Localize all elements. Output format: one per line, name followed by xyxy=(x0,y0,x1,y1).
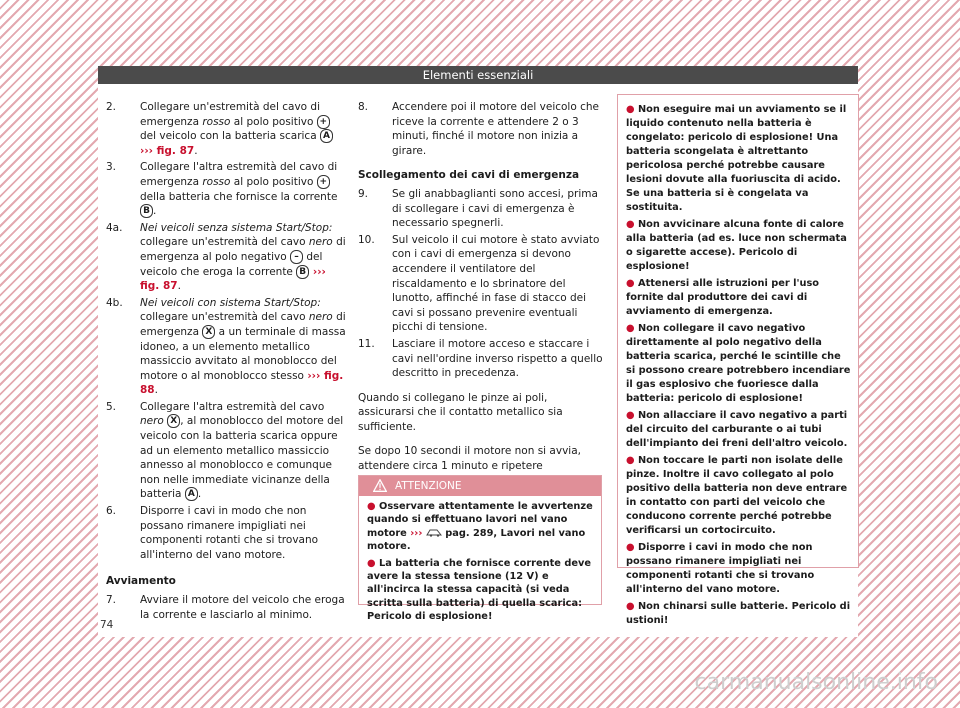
step-number: 9. xyxy=(358,187,369,200)
safety-bullet xyxy=(626,454,851,538)
step-number: 6. xyxy=(106,505,117,518)
step-text-italic: nero xyxy=(308,236,333,249)
safety-text: Non toccare le parti non isolate delle pinze. Inoltre il cavo collegato al polo positivo della batteria non deve entrare in contatto con parti del veicolo che conducono corrente perché potrebbe verificarsi un cortocircuito. xyxy=(626,455,848,536)
minus-badge: – xyxy=(290,250,303,264)
step-text: Sul veicolo il cui motore è stato avviato con i cavi di emergenza si devono accendere il ventilatore del riscaldamento e lo sbrinatore del lunotto, affinché in fase di stacco dei cavi si possano prevenire eventuali picchi di tensione. xyxy=(392,233,600,334)
safety-note-list xyxy=(618,95,858,628)
label-b-badge: B xyxy=(296,265,309,279)
warning-bullet xyxy=(367,557,593,624)
step-text: collegare un'estremità del cavo xyxy=(140,236,309,249)
paragraph-retry: Se dopo 10 secondi il motore non si avvia, attendere circa 1 minuto e ripetere xyxy=(358,445,581,473)
step-3 xyxy=(106,160,346,218)
bullet-dot: ● xyxy=(626,410,635,421)
step-text: del veicolo che eroga la corrente xyxy=(140,250,323,278)
step-text: . xyxy=(197,488,202,501)
step-11 xyxy=(358,337,604,381)
label-x-badge: X xyxy=(167,414,180,428)
safety-bullet xyxy=(626,600,851,628)
step-text-italic: Nei veicoli senza sistema Start/Stop: xyxy=(140,221,333,234)
safety-text: Non collegare il cavo negativo direttamente al polo negativo della batteria scarica, perché le scintille che si possono creare potrebbero incendiare il gas esplosivo che fuoriesce dalla batteria: pericolo di esplosione! xyxy=(626,323,851,404)
step-10 xyxy=(358,233,604,335)
paragraph-contact: Quando si collegano le pinze ai poli, assicurarsi che il contatto metallico sia sufficiente. xyxy=(358,391,563,433)
step-4b xyxy=(106,296,346,398)
step-text: di emergenza xyxy=(140,311,346,338)
step-text: . xyxy=(194,144,198,157)
step-number: 5. xyxy=(106,400,117,413)
step-text: al polo positivo xyxy=(230,175,317,188)
safety-bullet xyxy=(626,409,851,451)
step-4a xyxy=(106,221,346,294)
safety-bullet xyxy=(626,322,851,406)
bullet-dot: ● xyxy=(626,542,635,553)
page-header xyxy=(98,66,858,84)
safety-text: Disporre i cavi in modo che non possano rimanere impigliati nei componenti rotanti che si trovano all'interno del vano motore. xyxy=(626,542,815,595)
step-text: Disporre i cavi in modo che non possano rimanere impigliati nei componenti rotanti che si trovano all'interno del vano motore. xyxy=(140,505,319,561)
bullet-dot: ● xyxy=(626,104,635,115)
figure-link[interactable]: ››› fig. 87 xyxy=(140,144,195,157)
bullet-dot: ● xyxy=(626,601,635,612)
step-text: a un terminale di massa idoneo, a un elemento metallico massiccio avvitato al monoblocco del motore o al monoblocco stesso xyxy=(140,325,346,382)
step-number: 4b. xyxy=(106,296,123,309)
step-number: 3. xyxy=(106,161,117,174)
step-number: 4a. xyxy=(106,221,123,234)
warning-box xyxy=(358,475,602,623)
page-number: 74 xyxy=(100,619,114,631)
warning-triangle-icon xyxy=(373,479,387,492)
label-b-badge: B xyxy=(140,204,153,218)
warning-header xyxy=(359,476,601,496)
safety-text: Non chinarsi sulle batterie. Pericolo di ustioni! xyxy=(626,601,851,626)
bullet-dot: ● xyxy=(626,219,635,230)
safety-bullet xyxy=(626,103,851,215)
bullet-dot: ● xyxy=(626,455,635,466)
bullet-dot: ● xyxy=(626,323,635,334)
step-text: della batteria che fornisce la corrente xyxy=(140,190,338,203)
step-8 xyxy=(358,100,604,158)
safety-text: Non eseguire mai un avviamento se il liquido contenuto nella batteria è congelato: pericolo di esplosione! Una batteria scongelata è altrettanto pericolosa perché potrebbe causare lesioni dovute alla fuoriuscita di acido. Se una batteria si è congelata va sostituita. xyxy=(626,104,847,213)
step-9 xyxy=(358,187,604,231)
warning-list xyxy=(359,496,601,624)
figure-link[interactable]: ››› fig. 87 xyxy=(140,265,326,293)
warning-text: Osservare attentamente le avvertenze quando si effettuano lavori nel vano motore xyxy=(367,501,593,539)
label-x-badge: X xyxy=(202,325,215,339)
step-text-italic: nero xyxy=(308,311,333,324)
warning-title: ATTENZIONE xyxy=(395,480,462,492)
step-text-italic: nero xyxy=(140,415,164,428)
step-text: Lasciare il motore acceso e staccare i cavi nell'ordine inverso rispetto a quello descritto in precedenza. xyxy=(392,337,603,380)
step-text: . xyxy=(153,205,157,218)
figure-link[interactable]: ››› fig. 88 xyxy=(140,369,344,397)
step-number: 8. xyxy=(358,101,369,113)
warning-bullet xyxy=(367,500,593,554)
step-text: del veicolo con la batteria scarica xyxy=(140,130,320,143)
safety-bullet xyxy=(626,277,851,319)
safety-text: Attenersi alle istruzioni per l'uso fornite dal produttore dei cavi di avviamento di emergenza. xyxy=(626,278,820,317)
label-a-badge: A xyxy=(320,129,333,143)
step-text-italic: rosso xyxy=(202,175,231,188)
safety-bullet xyxy=(626,218,851,274)
safety-bullet xyxy=(626,541,851,597)
step-number: 7. xyxy=(106,594,117,606)
step-text: Accendere poi il motore del veicolo che riceve la corrente e attendere 2 o 3 minuti, finché il motore non inizia a girare. xyxy=(392,101,599,157)
step-text: Collegare l'altra estremità del cavo xyxy=(140,400,325,413)
bullet-dot: ● xyxy=(367,501,376,512)
step-text-italic: Nei veicoli con sistema Start/Stop: xyxy=(140,296,321,309)
step-text: Avviare il motore del veicolo che eroga la corrente e lasciarlo al minimo. xyxy=(140,594,345,621)
step-text: Collegare un'estremità del cavo di emergenza xyxy=(140,101,321,128)
step-text: . xyxy=(177,280,181,293)
section-heading-scollegamento: Scollegamento dei cavi di emergenza xyxy=(358,169,580,182)
bullet-dot: ● xyxy=(626,278,635,289)
step-text: Se gli anabbaglianti sono accesi, prima di scollegare i cavi di emergenza è necessario spegnerli. xyxy=(392,187,598,230)
step-2 xyxy=(106,100,346,158)
step-text: al polo positivo xyxy=(230,115,317,128)
step-text: , al monoblocco del motore del veicolo con la batteria scarica oppure ad un elemento metallico massiccio annesso al monoblocco e comunque non nelle immediate vicinanze della batteria xyxy=(140,415,344,501)
step-number: 11. xyxy=(358,337,375,350)
step-6 xyxy=(106,504,346,562)
section-heading-avviamento: Avviamento xyxy=(106,575,176,588)
column-middle xyxy=(358,100,604,498)
safety-note-box xyxy=(617,94,859,626)
watermark: carmanualsonline.info xyxy=(694,670,938,695)
plus-badge: + xyxy=(317,175,330,189)
engine-compartment-icon xyxy=(426,527,442,537)
step-text: di emergenza al polo negativo xyxy=(140,236,346,263)
step-text: collegare un'estremità del cavo xyxy=(140,311,309,324)
plus-badge: + xyxy=(317,115,330,129)
safety-text: Non avvicinare alcuna fonte di calore alla batteria (ad es. luce non schermata o sigarette accese). Pericolo di esplosione! xyxy=(626,219,847,272)
step-text: Collegare l'altra estremità del cavo di emergenza xyxy=(140,161,338,188)
step-5 xyxy=(106,400,346,502)
step-number: 10. xyxy=(358,233,375,246)
header-title: Elementi essenziali xyxy=(422,68,534,82)
column-left xyxy=(106,100,346,624)
warning-text: pag. 289, Lavori nel vano motore. xyxy=(367,527,586,553)
warning-text: La batteria che fornisce corrente deve avere la stessa tensione (12 V) e all'incirca la stessa capacità (si veda scritta sulla batteria) di quella scarica: Pericolo di esplosione! xyxy=(367,557,592,623)
label-a-badge: A xyxy=(185,487,198,501)
page-link[interactable]: ››› xyxy=(410,527,423,539)
step-7 xyxy=(106,593,346,622)
step-text: . xyxy=(154,384,158,397)
step-text-italic: rosso xyxy=(202,115,231,128)
bullet-dot: ● xyxy=(367,557,376,569)
step-number: 2. xyxy=(106,101,117,113)
safety-text: Non allacciare il cavo negativo a parti del circuito del carburante o ai tubi dell'impianto dei freni dell'altro veicolo. xyxy=(626,410,848,449)
